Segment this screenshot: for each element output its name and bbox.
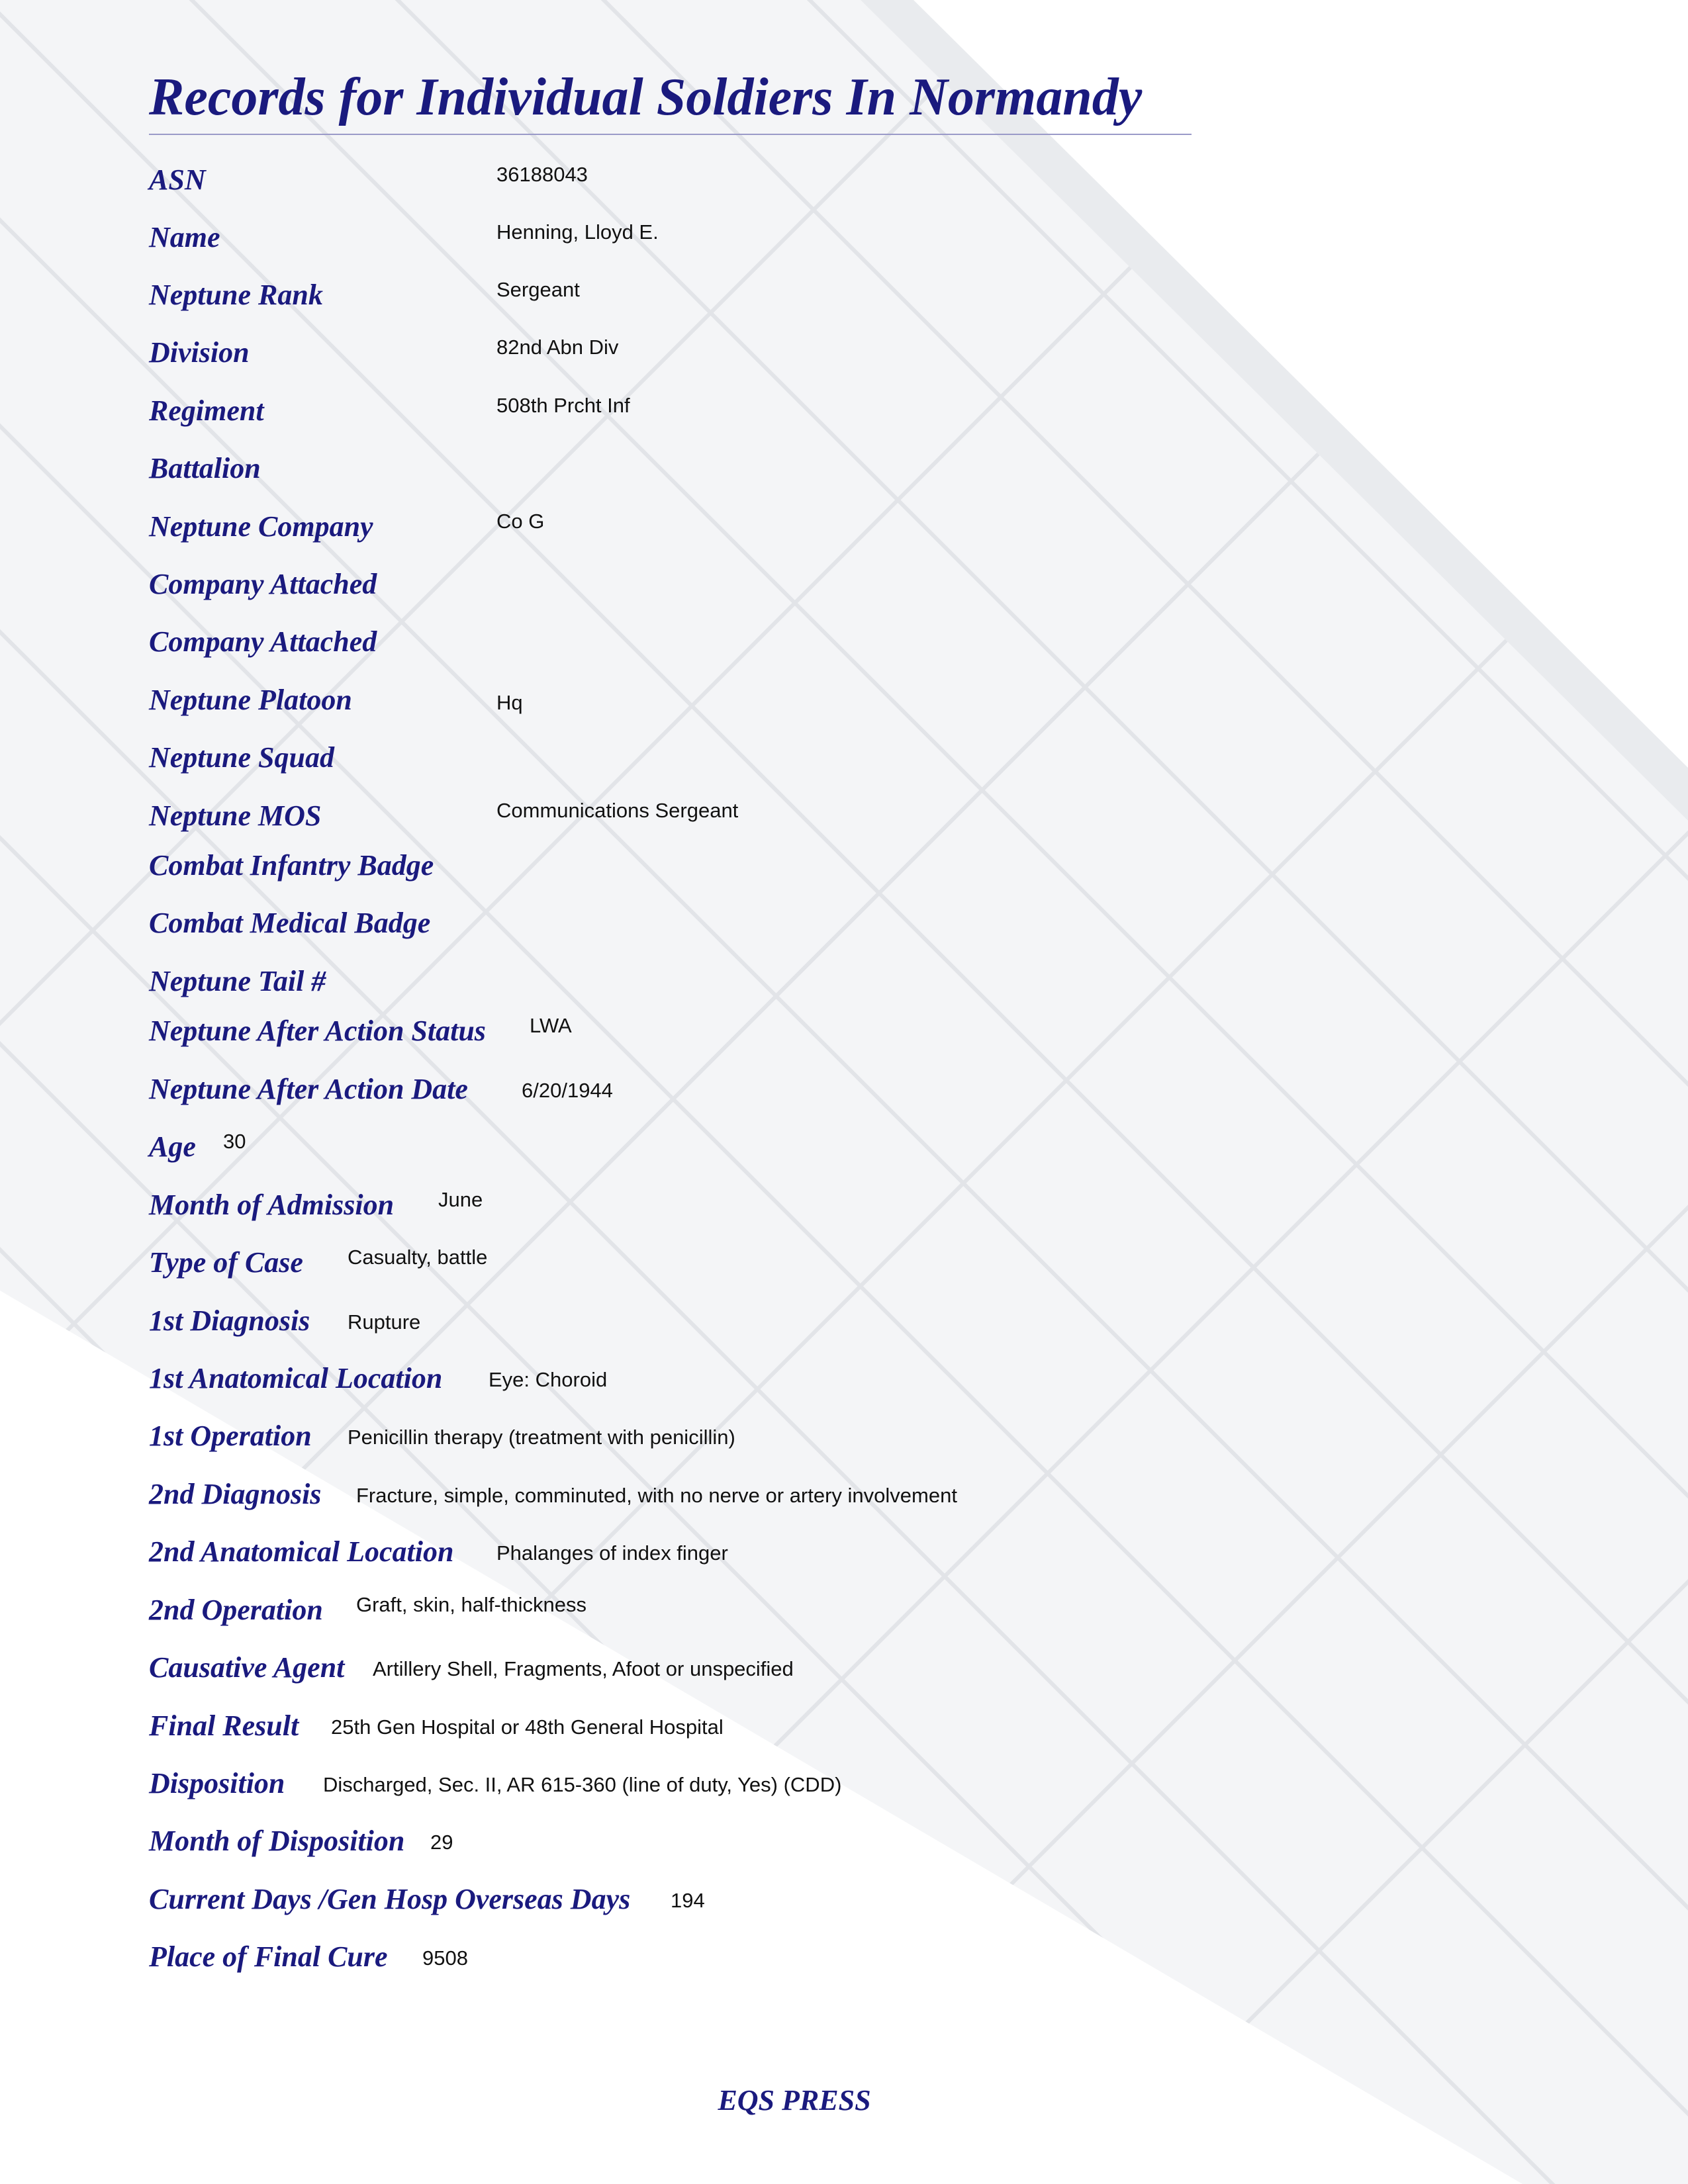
field-value-causative-agent: Artillery Shell, Fragments, Afoot or unspecified	[373, 1657, 794, 1680]
field-label-neptune-mos: Neptune MOS	[149, 799, 322, 832]
field-label-after-action-date: Neptune After Action Date	[149, 1073, 468, 1105]
field-label-asn: ASN	[149, 163, 206, 196]
field-label-2nd-anatomical-location: 2nd Anatomical Location	[149, 1535, 454, 1568]
field-label-2nd-operation: 2nd Operation	[149, 1594, 323, 1626]
field-value-2nd-operation: Graft, skin, half-thickness	[356, 1593, 587, 1616]
field-label-1st-operation: 1st Operation	[149, 1420, 312, 1452]
field-label-regiment: Regiment	[149, 394, 264, 427]
field-label-neptune-platoon: Neptune Platoon	[149, 684, 352, 716]
title-divider	[149, 134, 1192, 135]
field-label-neptune-company: Neptune Company	[149, 510, 373, 543]
field-value-1st-anatomical-location: Eye: Choroid	[489, 1368, 608, 1391]
field-value-division: 82nd Abn Div	[496, 336, 619, 359]
field-label-company-attached: Company Attached	[149, 568, 377, 600]
field-value-neptune-rank: Sergeant	[496, 278, 580, 301]
field-label-neptune-rank: Neptune Rank	[149, 279, 323, 311]
field-label-current-days-overseas: Current Days /Gen Hosp Overseas Days	[149, 1883, 631, 1915]
field-value-after-action-date: 6/20/1944	[522, 1079, 613, 1102]
field-value-regiment: 508th Prcht Inf	[496, 394, 630, 417]
field-label-name: Name	[149, 221, 220, 253]
field-label-age: Age	[149, 1130, 196, 1163]
field-label-1st-anatomical-location: 1st Anatomical Location	[149, 1362, 443, 1394]
field-label-combat-infantry-badge: Combat Infantry Badge	[149, 849, 434, 882]
field-label-month-of-admission: Month of Admission	[149, 1189, 395, 1221]
field-value-1st-diagnosis: Rupture	[348, 1310, 421, 1334]
field-value-1st-operation: Penicillin therapy (treatment with penicillin)	[348, 1426, 735, 1449]
field-label-final-result: Final Result	[149, 1709, 299, 1742]
field-value-neptune-company: Co G	[496, 510, 545, 533]
field-value-after-action-status: LWA	[530, 1014, 572, 1037]
field-value-asn: 36188043	[496, 163, 588, 186]
field-label-month-of-disposition: Month of Disposition	[149, 1825, 405, 1857]
field-value-2nd-anatomical-location: Phalanges of index finger	[496, 1541, 728, 1565]
field-value-name: Henning, Lloyd E.	[496, 220, 659, 244]
field-label-division: Division	[149, 336, 250, 369]
field-value-disposition: Discharged, Sec. II, AR 615-360 (line of duty, Yes) (CDD)	[323, 1773, 842, 1796]
field-value-place-of-final-cure: 9508	[422, 1946, 468, 1970]
field-label-2nd-diagnosis: 2nd Diagnosis	[149, 1478, 322, 1510]
field-label-after-action-status: Neptune After Action Status	[149, 1015, 486, 1047]
page-title: Records for Individual Soldiers In Normandy	[149, 68, 1143, 126]
field-label-company-attached-2: Company Attached	[149, 625, 377, 658]
field-label-place-of-final-cure: Place of Final Cure	[149, 1940, 388, 1973]
field-value-final-result: 25th Gen Hospital or 48th General Hospital	[331, 1715, 724, 1739]
field-label-1st-diagnosis: 1st Diagnosis	[149, 1304, 310, 1337]
field-value-month-of-admission: June	[438, 1188, 483, 1211]
field-value-month-of-disposition: 29	[430, 1831, 453, 1854]
field-label-combat-medical-badge: Combat Medical Badge	[149, 907, 431, 939]
field-value-type-of-case: Casualty, battle	[348, 1246, 488, 1269]
field-value-neptune-platoon: Hq	[496, 691, 523, 714]
field-label-battalion: Battalion	[149, 452, 261, 484]
footer-publisher: EQS PRESS	[718, 2084, 871, 2116]
field-value-2nd-diagnosis: Fracture, simple, comminuted, with no nerve or artery involvement	[356, 1484, 957, 1507]
field-label-causative-agent: Causative Agent	[149, 1651, 345, 1684]
field-value-age: 30	[223, 1130, 246, 1153]
field-label-neptune-tail: Neptune Tail #	[149, 965, 326, 997]
field-label-disposition: Disposition	[149, 1767, 285, 1799]
field-label-type-of-case: Type of Case	[149, 1246, 303, 1279]
field-value-current-days-overseas: 194	[671, 1889, 705, 1912]
field-label-neptune-squad: Neptune Squad	[149, 741, 334, 774]
field-value-neptune-mos: Communications Sergeant	[496, 799, 739, 822]
